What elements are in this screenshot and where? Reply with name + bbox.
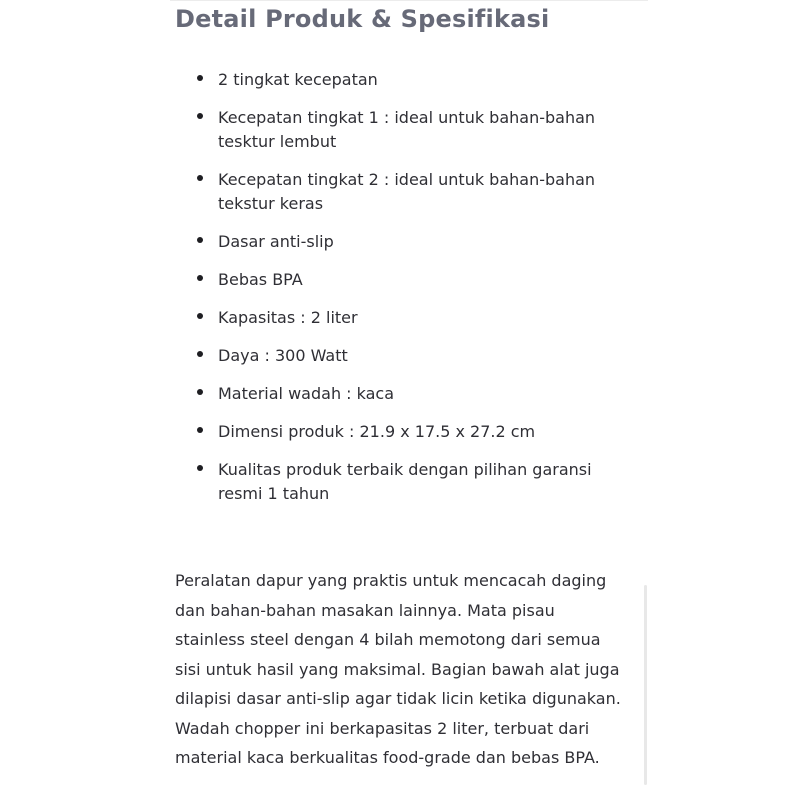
- bullet-icon: [197, 313, 203, 319]
- section-title: Detail Produk & Spesifikasi: [175, 5, 550, 33]
- spec-item: [195, 268, 635, 292]
- bullet-icon: [197, 75, 203, 81]
- bullet-icon: [197, 351, 203, 357]
- spec-text: Dimensi produk : 21.9 x 17.5 x 27.2 cm: [218, 422, 536, 441]
- spec-item: [195, 106, 635, 154]
- spec-text: Kualitas produk terbaik dengan pilihan garansi resmi 1 tahun: [218, 460, 592, 503]
- bullet-icon: [197, 275, 203, 281]
- spec-item: [195, 458, 635, 506]
- spec-text: Daya : 300 Watt: [218, 346, 348, 365]
- bullet-icon: [197, 427, 203, 433]
- spec-item: [195, 230, 635, 254]
- bullet-icon: [197, 389, 203, 395]
- spec-item: [195, 344, 635, 368]
- spec-item: [195, 306, 635, 330]
- spec-item: [195, 382, 635, 406]
- bullet-icon: [197, 113, 203, 119]
- spec-item: [195, 420, 635, 444]
- spec-item: [195, 168, 635, 216]
- spec-text: Kapasitas : 2 liter: [218, 308, 358, 327]
- bullet-icon: [197, 465, 203, 471]
- bullet-icon: [197, 237, 203, 243]
- bullet-icon: [197, 175, 203, 181]
- spec-text: Kecepatan tingkat 1 : ideal untuk bahan-bahan tesktur lembut: [218, 108, 596, 151]
- top-divider: [170, 0, 648, 1]
- spec-text: Bebas BPA: [218, 270, 303, 289]
- spec-text: 2 tingkat kecepatan: [218, 70, 378, 89]
- spec-text: Kecepatan tingkat 2 : ideal untuk bahan-bahan tekstur keras: [218, 170, 596, 213]
- spec-list: [195, 68, 635, 520]
- spec-text: Dasar anti-slip: [218, 232, 334, 251]
- spec-item: [195, 68, 635, 92]
- product-description: Peralatan dapur yang praktis untuk mencacah daging dan bahan-bahan masakan lainnya. Mata pisau stainless steel dengan 4 bilah memotong dari semua sisi untuk hasil yang maksimal. Bagian bawah alat juga dilapisi dasar anti-slip agar tidak licin ketika digunakan. Wadah chopper ini berkapasitas 2 liter, terbuat dari material kaca berkualitas food-grade dan bebas BPA.: [175, 571, 621, 767]
- spec-text: Material wadah : kaca: [218, 384, 395, 403]
- scrollbar[interactable]: [644, 585, 647, 785]
